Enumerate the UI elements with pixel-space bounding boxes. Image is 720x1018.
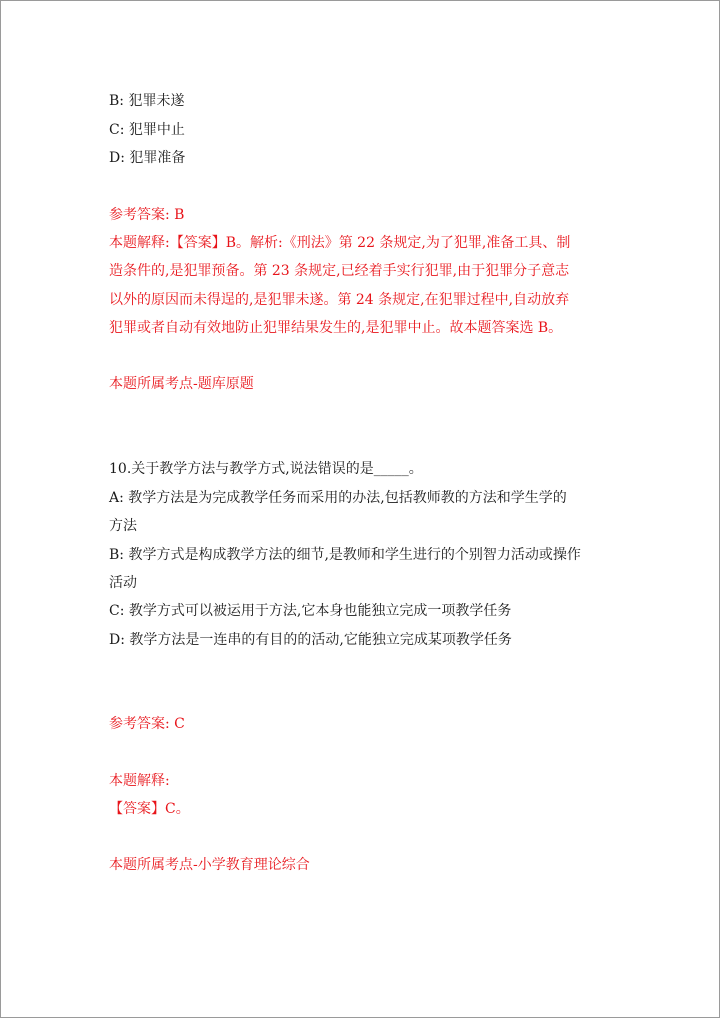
q9-option-d: D: 犯罪准备 (109, 150, 186, 166)
q9-reference-answer: 参考答案: B (109, 207, 185, 223)
q10-option-c: C: 教学方式可以被运用于方法,它本身也能独立完成一项教学任务 (109, 603, 512, 619)
q9-source-topic: 本题所属考点-题库原题 (109, 376, 254, 392)
q10-option-d: D: 教学方法是一连串的有目的的活动,它能独立完成某项教学任务 (109, 632, 512, 648)
q9-explanation-line-1: 本题解释:【答案】B。解析:《刑法》第 22 条规定,为了犯罪,准备工具、制 (109, 235, 571, 251)
q9-option-b: B: 犯罪未遂 (109, 93, 185, 109)
q9-explanation-line-4: 犯罪或者自动有效地防止犯罪结果发生的,是犯罪中止。故本题答案选 B。 (109, 320, 563, 336)
q10-question: 10.关于教学方法与教学方式,说法错误的是_____。 (109, 461, 423, 477)
q10-explanation: 【答案】C。 (109, 801, 190, 817)
q9-explanation-line-2: 造条件的,是犯罪预备。第 23 条规定,已经着手实行犯罪,由于犯罪分子意志 (109, 263, 570, 279)
q10-option-b-line-2: 活动 (109, 575, 137, 591)
q10-option-a-line-2: 方法 (109, 518, 137, 534)
q10-source-topic: 本题所属考点-小学教育理论综合 (109, 857, 310, 873)
q10-reference-answer: 参考答案: C (109, 716, 185, 732)
q9-explanation-line-3: 以外的原因而未得逞的,是犯罪未遂。第 24 条规定,在犯罪过程中,自动放弃 (109, 292, 570, 308)
q9-option-c: C: 犯罪中止 (109, 122, 185, 138)
q10-option-a-line-1: A: 教学方法是为完成教学任务而采用的办法,包括教师教的方法和学生学的 (109, 490, 567, 506)
q10-option-b-line-1: B: 教学方式是构成教学方法的细节,是教师和学生进行的个别智力活动或操作 (109, 547, 581, 563)
q10-explanation-label: 本题解释: (109, 773, 170, 789)
